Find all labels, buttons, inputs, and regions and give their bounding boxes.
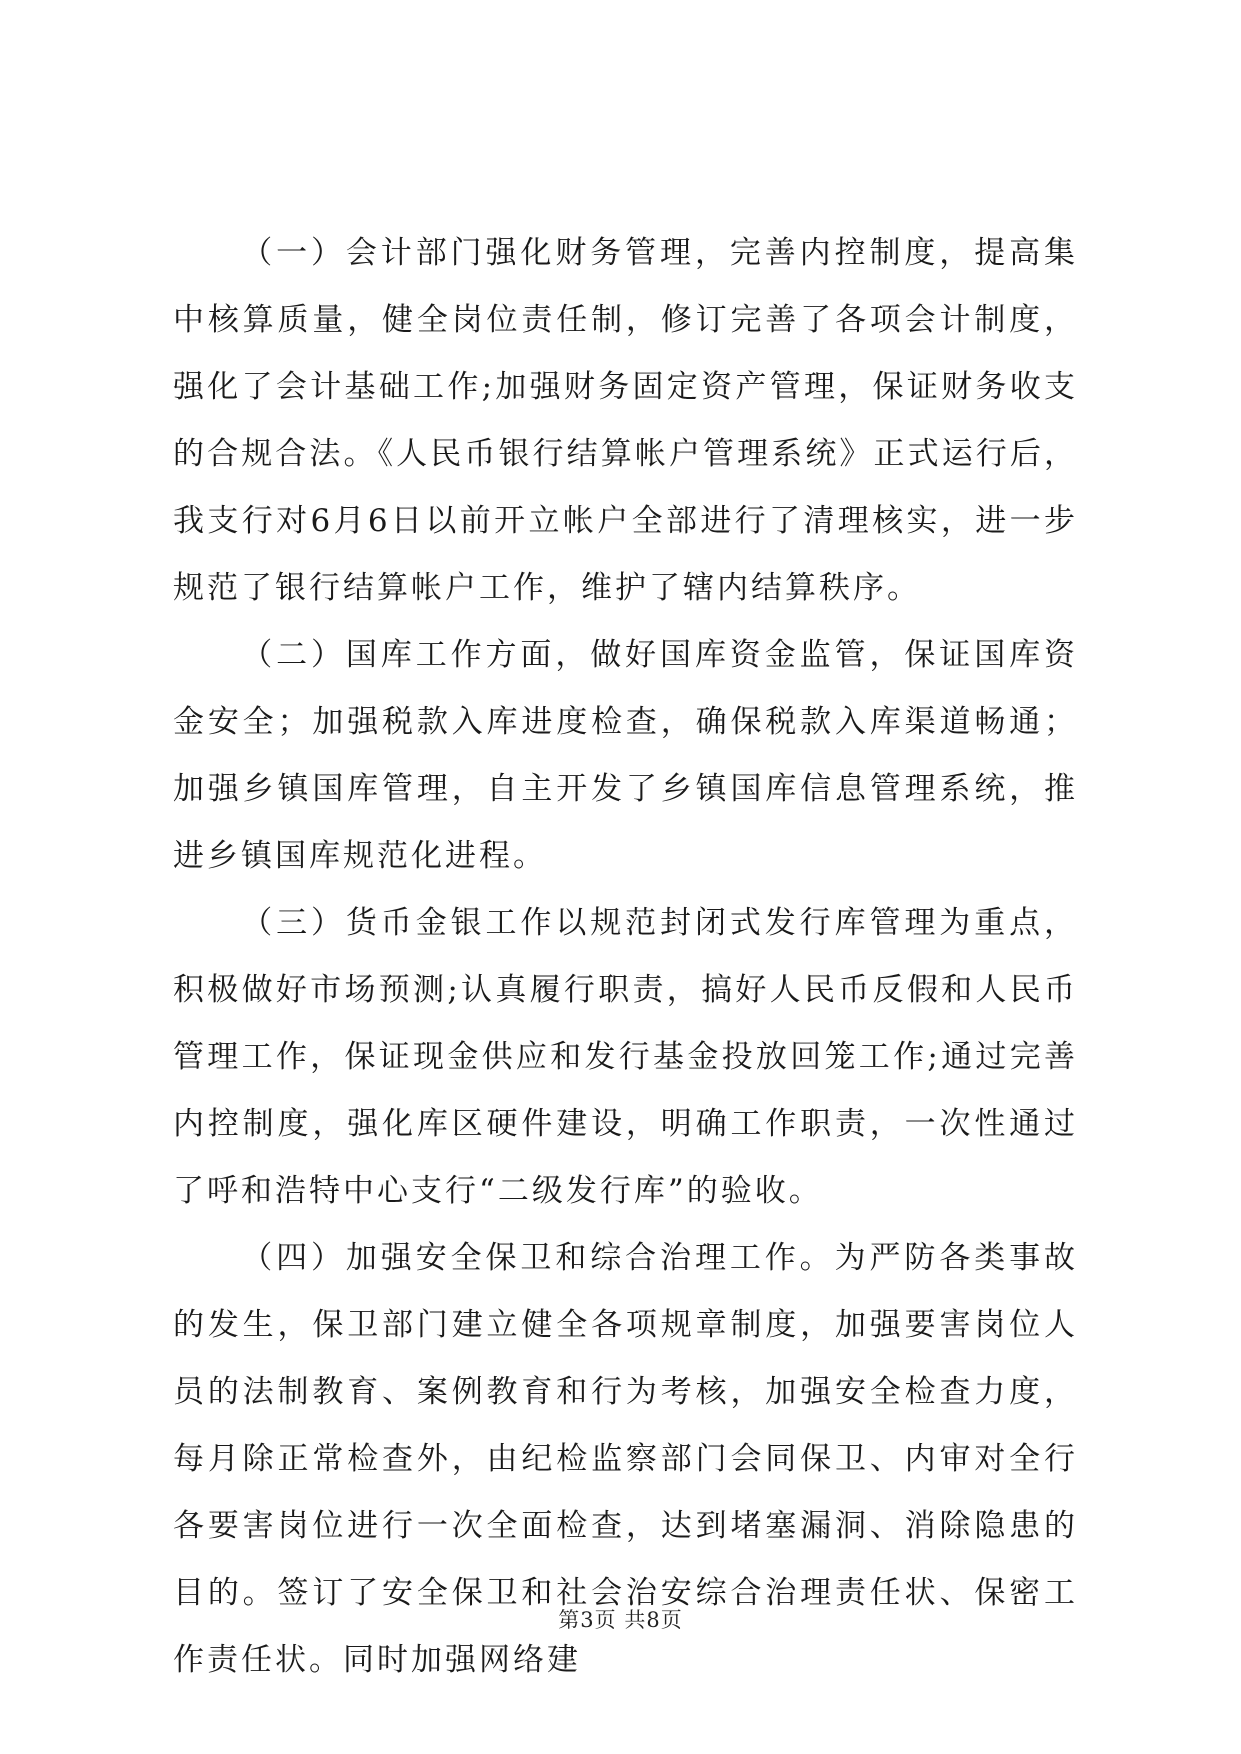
page-number-footer: 第3页 共8页 — [558, 1608, 683, 1632]
paragraph-accounting: （一）会计部门强化财务管理，完善内控制度，提高集中核算质量，健全岗位责任制，修订完善了各项会计制度，强化了会计基础工作;加强财务固定资产管理，保证财务收支的合规合法。《人民币银行结算帐户管理系统》正式运行后，我支行对6月6日以前开立帐户全部进行了清理核实，进一步规范了银行结算帐户工作，维护了辖内结算秩序。 — [173, 235, 1078, 606]
paragraph-treasury: （二）国库工作方面，做好国库资金监管，保证国库资金安全；加强税款入库进度检查，确保税款入库渠道畅通；加强乡镇国库管理，自主开发了乡镇国库信息管理系统，推进乡镇国库规范化进程。 — [173, 637, 1078, 874]
document-body — [173, 220, 1078, 1694]
paragraph-security: （四）加强安全保卫和综合治理工作。为严防各类事故的发生，保卫部门建立健全各项规章制度，加强要害岗位人员的法制教育、案例教育和行为考核，加强安全检查力度，每月除正常检查外，由纪检监察部门会同保卫、内审对全行各要害岗位进行一次全面检查，达到堵塞漏洞、消除隐患的目的。签订了安全保卫和社会治安综合治理责任状、保密工作责任状。同时加强网络建 — [173, 1240, 1078, 1678]
paragraph-currency: （三）货币金银工作以规范封闭式发行库管理为重点，积极做好市场预测;认真履行职责，搞好人民币反假和人民币管理工作，保证现金供应和发行基金投放回笼工作;通过完善内控制度，强化库区硬件建设，明确工作职责，一次性通过了呼和浩特中心支行“二级发行库”的验收。 — [173, 905, 1078, 1209]
